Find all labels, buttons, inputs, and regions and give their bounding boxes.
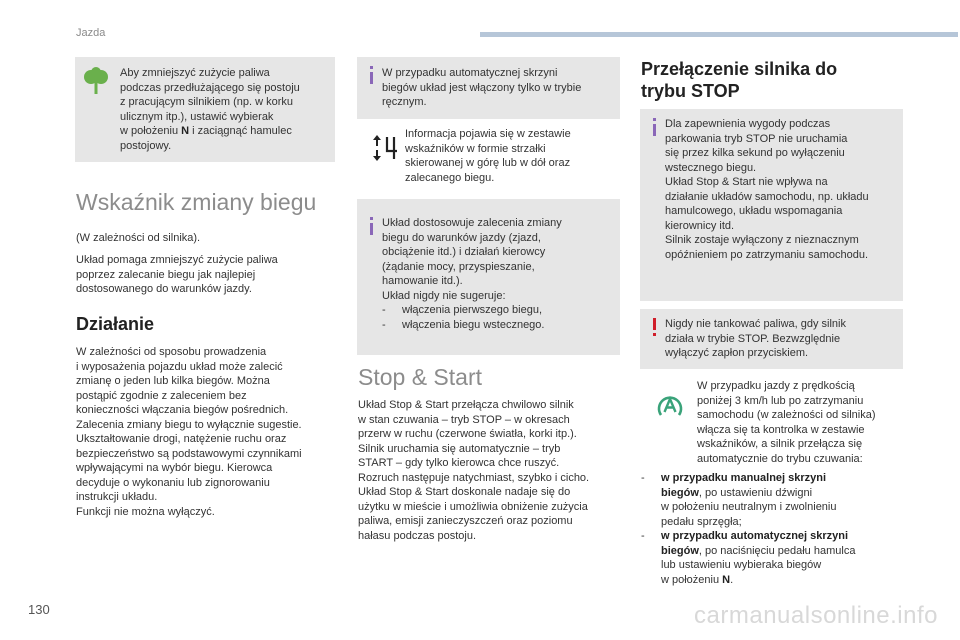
gear-arrows-icon [371, 133, 399, 163]
info-arrows-text: Informacja pojawia się w zestawie wskaźników w formie strzałki skierowanej w górę lub w dół oraz zalecanego biegu. [405, 128, 571, 184]
list-item: - w przypadku automatycznej skrzyni biegów, po naciśnięciu pedału hamulca lub ustawieniu wybieraka biegów w położeniu N. [641, 529, 906, 587]
header-bar [480, 32, 958, 37]
eco-tip-box [75, 57, 335, 162]
list-item: - włączenia biegu wstecznego. [382, 318, 614, 333]
info-icon [367, 217, 377, 235]
warning-refuel-text: Nigdy nie tankować paliwa, gdy silnik działa w trybie STOP. Bezwzględnie wyłączyć zapłon przyciskiem. [665, 318, 846, 359]
section-title-gear-indicator: Wskaźnik zmiany biegu [76, 189, 317, 215]
section-title-stop-mode: Przełączenie silnika do trybu STOP [641, 59, 838, 101]
info-icon [650, 118, 660, 136]
stop-mode-indicator-icon [655, 393, 685, 419]
section-header: Jazda [76, 27, 106, 39]
list-item: - w przypadku manualnej skrzyni biegów, po ustawieniu dźwigni w położeniu neutralnym i zwolnieniu pedału sprzęgła; [641, 471, 906, 529]
eco-tip-text: Aby zmniejszyć zużycie paliwa podczas przedłużającego się postoju z pracującym silnikiem (np. w korku ulicznym itp.), ustawić wybierak w położeniu N i zaciągnąć hamulec postojowy. [120, 67, 300, 152]
page-number: 130 [28, 602, 50, 617]
watermark: carmanualsonline.info [694, 602, 938, 629]
eco-tree-icon [83, 67, 109, 95]
operation-body: W zależności od sposobu prowadzenia i wyposażenia pojazdu układ może zalecić zmianę o jeden lub kilka biegów. Można postąpić zgodnie z zaleceniem bez konieczności włączania biegów pośrednich. Zalecenia zmiany biegu to wyłącznie sugestie. Ukształtowanie drogi, natężenie ruchu oraz bezpieczeństwo są podstawowymi czynnikami wpływającymi na wybór biegu. Kierowca decyduje o wykonaniu lub zignorowaniu instrukcji układu. Funkcji nie można wyłączyć. [76, 346, 302, 518]
info-auto-gearbox-text: W przypadku automatycznej skrzyni biegów układ jest włączony tylko w trybie ręcznym. [382, 67, 582, 108]
info-stop-mode-text: Dla zapewnienia wygody podczas parkowania tryb STOP nie uruchamia się przez kilka sekund po wyłączeniu wstecznego biegu. Układ Stop & Start nie wpływa na działanie układów samochodu, np. układu hamulcowego, układu wspomagania kierownicy itd. Silnik zostaje wyłączony z nieznacznym opóźnieniem po zatrzymaniu samochodu. [665, 118, 869, 261]
gear-indicator-intro-1: (W zależności od silnika). [76, 232, 201, 244]
stop-mode-conditions [641, 471, 906, 587]
info-box-stop-mode [640, 109, 903, 301]
section-title-stop-start: Stop & Start [358, 364, 483, 390]
subsection-title-operation: Działanie [76, 314, 155, 334]
info-adaptation-text: Układ dostosowuje zalecenia zmiany biegu do warunków jazdy (zjazd, obciążenie itd.) i działań kierowcy (żądanie mocy, przyspieszanie, hamowanie itd.). Układ nigdy nie sugeruje: - włączenia pierwszego biegu, - włączenia biegu wstecznego. [382, 216, 614, 332]
info-icon [367, 66, 377, 84]
info-box-auto-gearbox [357, 57, 620, 355]
list-item: - włączenia pierwszego biegu, [382, 303, 614, 318]
gear-indicator-intro-2: Układ pomaga zmniejszyć zużycie paliwa poprzez zalecanie biegu jak najlepiej dostosowanego do warunków jazdy. [76, 254, 278, 295]
info-arrows-panel [357, 119, 620, 199]
warning-box-refuel [640, 309, 903, 369]
warning-icon [650, 318, 660, 336]
stop-start-body: Układ Stop & Start przełącza chwilowo silnik w stan czuwania – tryb STOP – w okresach przerw w ruchu (czerwone światła, korki itp.). Silnik uruchamia się automatycznie – tryb START – gdy tylko kierowca chce ruszyć. Rozruch następuje natychmiast, szybko i cicho. Układ Stop & Start doskonale nadaje się do użytku w mieście i umożliwia obniżenie zużycia paliwa, emisji zanieczyszczeń oraz poziomu hałasu podczas postoju. [358, 399, 590, 542]
stop-mode-indicator-text: W przypadku jazdy z prędkością poniżej 3 km/h lub po zatrzymaniu samochodu (w zależności od silnika) włącza się ta kontrolka w zestawie wskaźników, a silnik przełącza się automatycznie do trybu czuwania: [697, 380, 876, 465]
